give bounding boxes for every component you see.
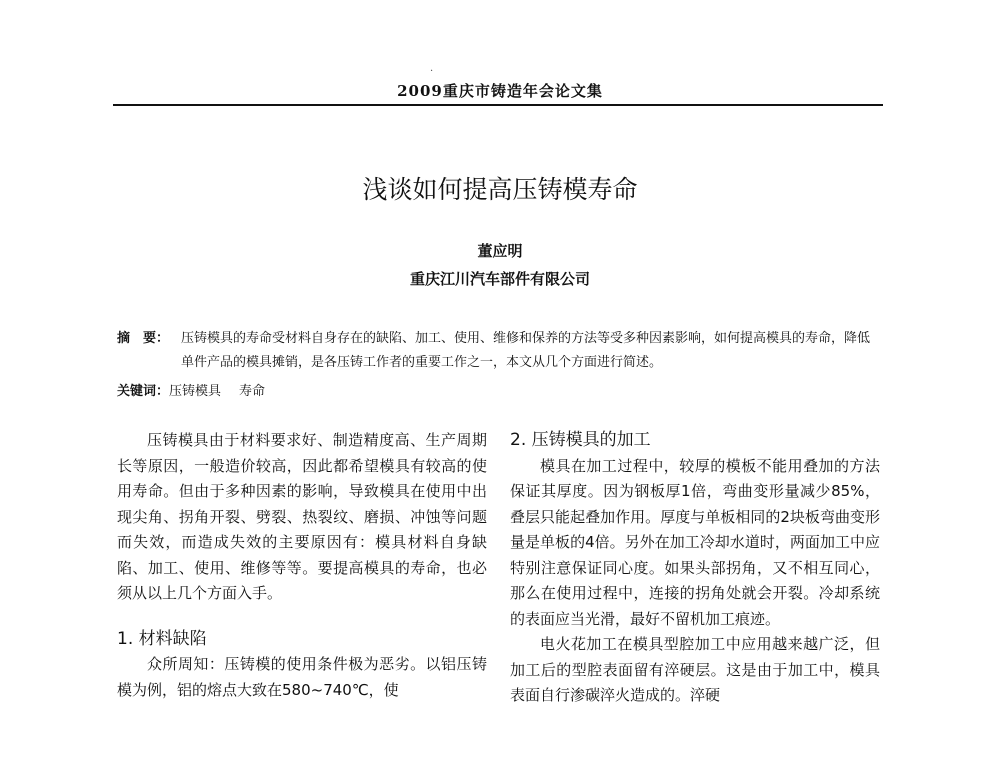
section-1-heading: 1. 材料缺陷 bbox=[117, 628, 207, 649]
abstract bbox=[117, 327, 877, 375]
right-column bbox=[510, 428, 880, 709]
abstract-text: 压铸模具的寿命受材料自身存在的缺陷、加工、使用、维修和保养的方法等受多种因素影响，如何提高模具的寿命，降低单件产品的模具摊销，是各压铸工作者的重要工作之一，本文从几个方面进行简述。 bbox=[181, 331, 871, 370]
keywords bbox=[117, 382, 877, 402]
paper-title: 浅谈如何提高压铸模寿命 bbox=[362, 175, 638, 204]
keywords-label: 关键词： bbox=[117, 384, 170, 399]
section-2-heading: 2. 压铸模具的加工 bbox=[510, 430, 651, 450]
keyword: 压铸模具 bbox=[169, 384, 222, 399]
section-1-paragraph: 众所周知：压铸模的使用条件极为恶劣。以铝压铸模为例，铝的熔点大致在580~740℃，使 bbox=[117, 655, 487, 699]
abstract-label: 摘 要： bbox=[117, 331, 170, 346]
author-affiliation: 重庆江川汽车部件有限公司 bbox=[409, 270, 590, 288]
author-name: 董应明 bbox=[477, 242, 523, 260]
running-header: 2009重庆市铸造年会论文集 bbox=[397, 82, 603, 100]
keyword: 寿命 bbox=[239, 384, 266, 399]
left-column bbox=[117, 428, 487, 703]
header-rule bbox=[113, 104, 883, 106]
section-2-paragraph: 模具在加工过程中，较厚的模板不能用叠加的方法保证其厚度。因为钢板厚1倍，弯曲变形量减少85%，叠层只能起叠加作用。厚度与单板相同的2块板弯曲变形量是单板的4倍。另外在加工冷却水道时，两面加工中应特别注意保证同心度。如果头部拐角，又不相互同心，那么在使用过程中，连接的拐角处就会开裂。冷却系统的表面应当光滑，最好不留机加工痕迹。 bbox=[510, 456, 880, 628]
section-2-paragraph-2: 电火花加工在模具型腔加工中应用越来越广泛，但加工后的型腔表面留有淬硬层。这是由于加工中，模具表面自行渗碳淬火造成的。淬硬 bbox=[510, 635, 880, 704]
scan-speck: · bbox=[430, 66, 434, 77]
intro-paragraph: 压铸模具由于材料要求好、制造精度高、生产周期长等原因，一般造价较高，因此都希望模具有较高的使用寿命。但由于多种因素的影响，导致模具在使用中出现尖角、拐角开裂、劈裂、热裂纹、磨损、冲蚀等问题而失效，而造成失效的主要原因有：模具材料自身缺陷、加工、使用、维修等等。要提高模具的寿命，也必须从以上几个方面入手。 bbox=[117, 431, 487, 602]
